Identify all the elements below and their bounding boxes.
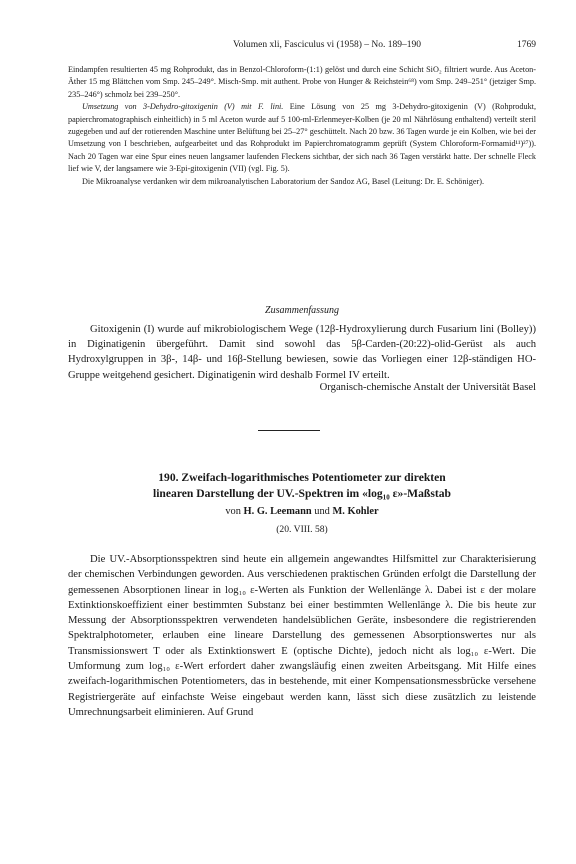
- author-1: H. G. Leemann: [243, 506, 312, 517]
- article-body: [68, 552, 536, 720]
- running-header: [118, 38, 536, 52]
- article-title-line-2: linearen Darstellung der UV.-Spektren im «log₁₀ ε»-Maßstab: [152, 486, 451, 500]
- body-paragraph: Die UV.-Absorptionsspektren sind heute ein allgemein angewandtes Hilfsmittel zur Charakterisierung der chemischen Verbindungen geworden. Aus verschiedenen praktischen Gründen erfolgt die Darstellung der gemessenen Absorptionen linear in log₁₀ ε-Werten als Funktion der Wellenlänge λ. Dabei ist ε der molare Extinktionskoeffizient einer bestimmten Substanz bei einer bestimmten Wellenlänge λ. Die bis heute zur Messung der Absorptionsspektren verwendeten handelsüblichen Geräte, insbesondere die registrierenden Spektralphotometer, erlauben eine lineare Darstellung des gemessenen Absorptionswertes nur als Transmissionswert T oder als Extinktionswert E (optische Dichte), jedoch nicht als log₁₀ ε-Wert. Die Umformung zum log₁₀ ε-Wert erfordert daher zwangsläufig einen zweiten Arbeitsgang. Mit Hilfe eines zweifach-logarithmischen Potentiometers, das in bestehende, mit einer Kompensationsmessbrücke versehene Registriergeräte auf einfachste Weise eingebaut werden kann, lässt sich diese zusätzlich zu leistende Umrechnungsarbeit eliminieren. Auf Grund: [68, 554, 536, 718]
- authors-join: und: [314, 506, 330, 517]
- conversion-heading: Umsetzung von 3-Dehydro-gitoxigenin (V) mit F. lini.: [82, 102, 284, 112]
- page-number: 1769: [517, 40, 536, 50]
- authors-prefix: von: [225, 506, 241, 517]
- author-2: M. Kohler: [332, 506, 379, 517]
- experimental-section: [68, 64, 536, 188]
- section-divider: [258, 430, 320, 431]
- summary-heading: Zusammenfassung: [265, 305, 339, 316]
- article-date: (20. VIII. 58): [276, 524, 328, 535]
- institution-line: Organisch-chemische Anstalt der Universität Basel: [319, 382, 536, 393]
- article-title-line-1: 190. Zweifach-logarithmisches Potentiometer zur direkten: [158, 471, 446, 484]
- acknowledgement-paragraph: Die Mikroanalyse verdanken wir dem mikroanalytischen Laboratorium der Sandoz AG, Basel (Leitung: Dr. E. Schöniger).: [82, 176, 484, 186]
- summary-paragraph: Gitoxigenin (I) wurde auf mikrobiologischem Wege (12β-Hydroxylierung durch Fusarium lini (Bolley)) in Diginatigenin übergeführt. Damit sind sowohl das 5β-Carden-(20:22)-olid-Gerüst als auch Hydroxylgruppen in 3β-, 14β- und 16β-Stellung bewiesen, sowie das Vorliegen einer 12β-ständigen HO-Gruppe weitgehend gesichert. Diginatigenin wird deshalb Formel IV erteilt.: [68, 324, 536, 381]
- article-authors: [68, 506, 536, 517]
- experimental-paragraph: Eindampfen resultierten 45 mg Rohprodukt, das in Benzol-Chloroform-(1:1) gelöst und durch eine Schicht SiO₂ filtriert wurde. Aus Aceton-Äther 15 mg Blättchen vom Smp. 245–249°. Misch-Smp. mit authent. Probe von Hunger & Reichstein⁶⁸) vom Smp. 249–251° (jetziger Smp. 235–246°) schmolz bei 239–250°.: [68, 65, 536, 99]
- conversion-paragraph: [68, 101, 536, 175]
- conversion-text: Eine Lösung von 25 mg 3-Dehydro-gitoxigenin (V) (Rohprodukt, papierchromatographisch einheitlich) in 5 ml Aceton wurde auf 5 100-ml-Erlenmeyer-Kolben (je 20 ml Nährlösung enthaltend) verteilt steril zugegeben und auf der rotierenden Maschine unter Belüftung bei 25–27° geschüttelt. Nach 20 bzw. 36 Tagen wurde je ein Kolben, wie bei der Umsetzung von I beschrieben, aufgearbeitet und das Rohprodukt im Papierchromatogramm geprüft (System Chloroform-Formamid¹¹)²⁷)). Nach 20 Tagen war eine Spur eines neuen langsamer laufenden Fleckens sichtbar, der sich nach 36 Tagen verstärkt hatte. Der schnelle Fleck lief wie V, der langsamere wie 3-Epi-gitoxigenin (VII) (vgl. Fig. 5).: [68, 102, 536, 174]
- running-title: Volumen xli, Fasciculus vi (1958) – No. 189–190: [233, 40, 421, 50]
- summary-section: [68, 322, 536, 383]
- article-title: [68, 470, 536, 501]
